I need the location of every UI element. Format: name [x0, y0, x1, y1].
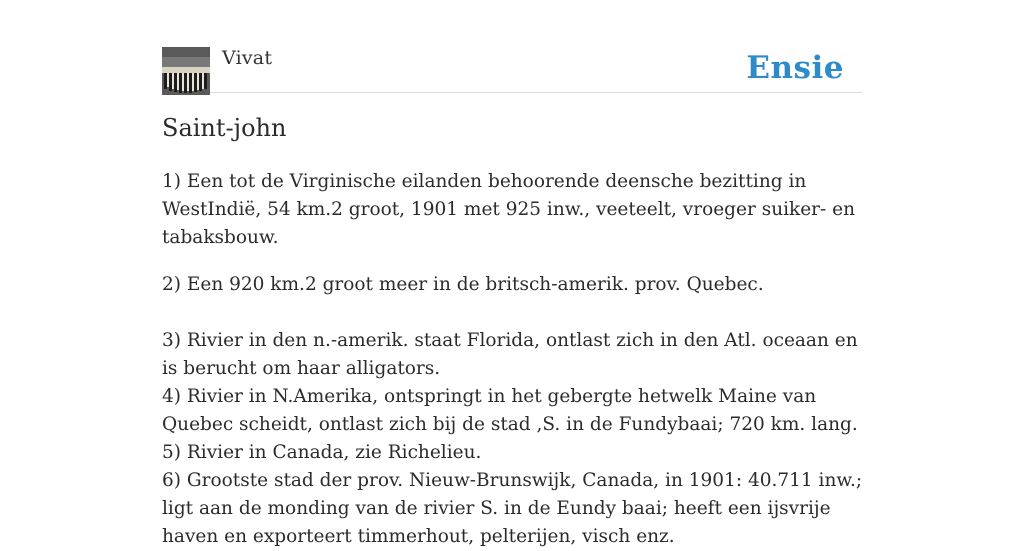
- author-avatar[interactable]: [162, 47, 210, 95]
- definition-line-4: 4) Rivier in N.Amerika, ontspringt in het gebergte hetwelk Maine van Quebec scheidt, ontlast zich bij de stad ,S. in de Fundybaai; 720 km. lang.: [162, 386, 858, 435]
- article-content: [162, 168, 870, 551]
- definition-line-3: 3) Rivier in den n.-amerik. staat Florida, ontlast zich in den Atl. oceaan en is berucht om haar alligators.: [162, 330, 858, 379]
- author-name[interactable]: Vivat: [222, 47, 273, 69]
- page-header: [162, 46, 862, 93]
- article-title: Saint-john: [162, 114, 287, 142]
- typewriter-keys-icon: [162, 47, 210, 95]
- definition-paragraph-1: 1) Een tot de Virginische eilanden behoorende deensche bezitting in WestIndië, 54 km.2 groot, 1901 met 925 inw., veeteelt, vroeger suiker- en tabaksbouw.: [162, 171, 856, 248]
- definition-paragraph-2: 2) Een 920 km.2 groot meer in de britsch-amerik. prov. Quebec.: [162, 274, 764, 295]
- brand-logo[interactable]: Ensie: [746, 50, 844, 86]
- definition-line-6: 6) Grootste stad der prov. Nieuw-Brunswijk, Canada, in 1901: 40.711 inw.; ligt aan de monding van de rivier S. in de Eundy baai; heeft een ijsvrije haven en exporteert timmerhout, pelterijen, visch enz.: [162, 470, 863, 547]
- definition-line-5: 5) Rivier in Canada, zie Richelieu.: [162, 442, 482, 463]
